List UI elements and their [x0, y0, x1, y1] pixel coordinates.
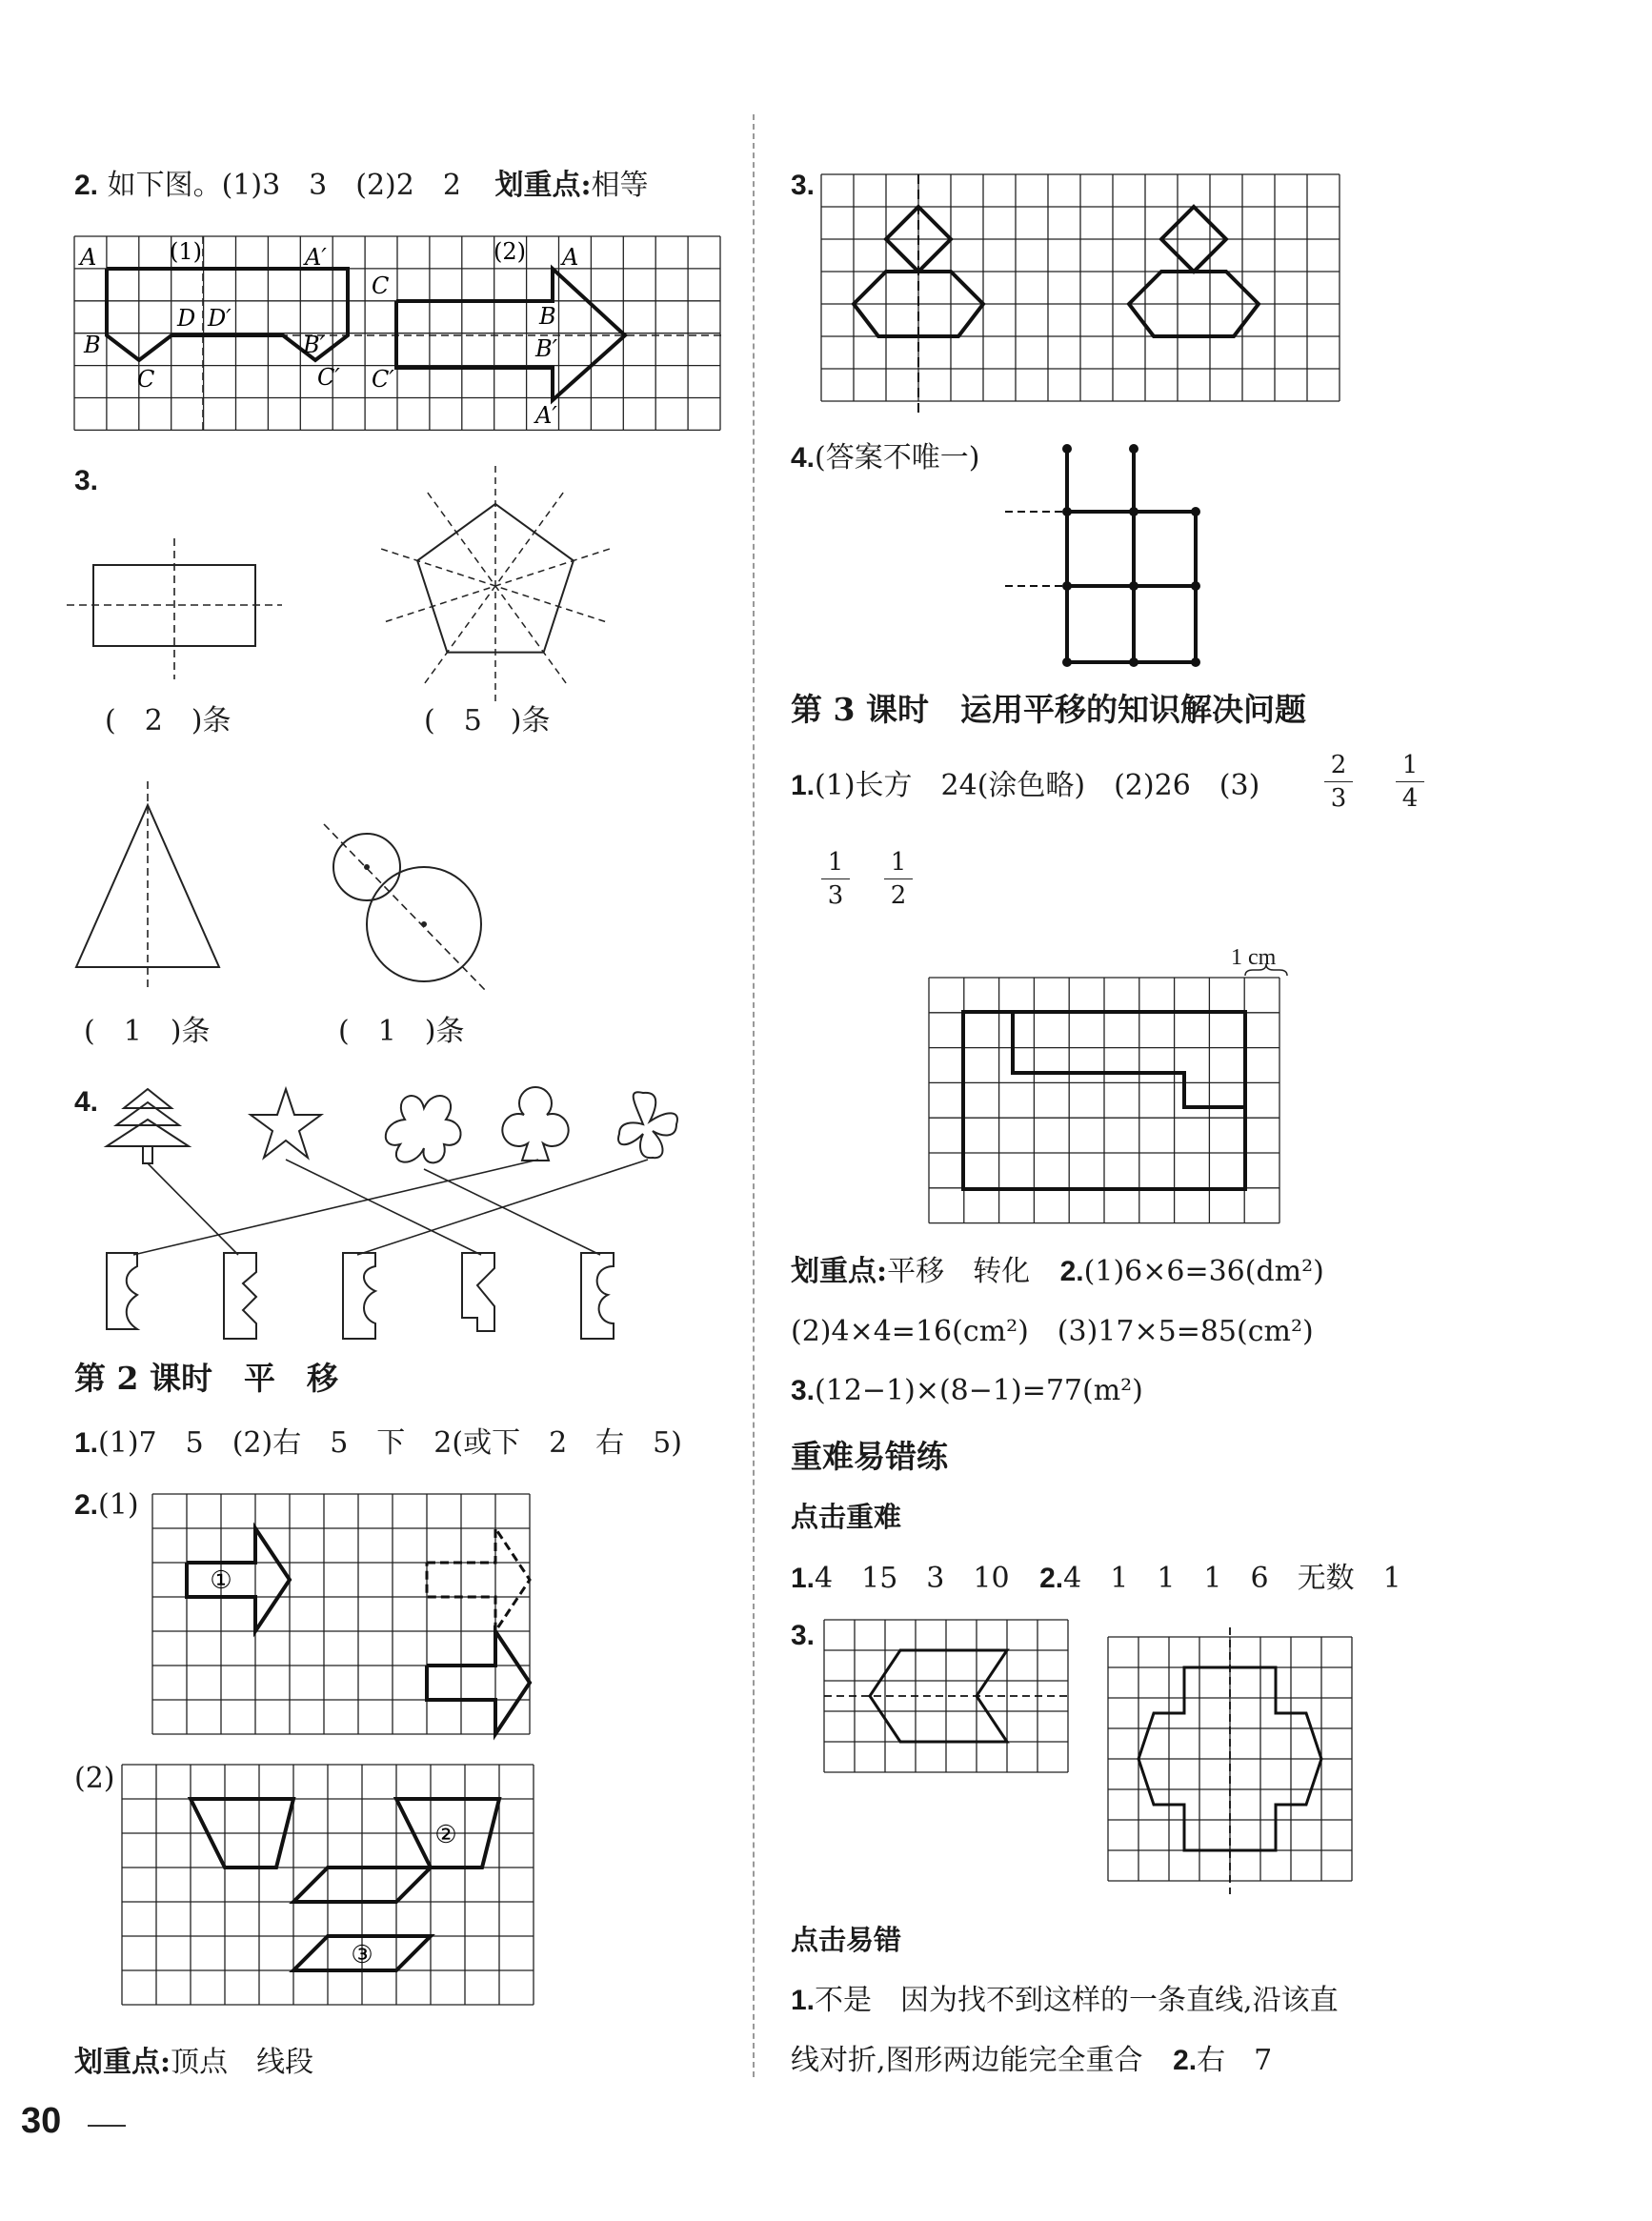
yc-1-text-2: 线对折,图形两边能完全重合	[791, 2044, 1143, 2077]
frac-2-bar	[1396, 781, 1424, 782]
q2-label-two: (2)	[494, 238, 526, 265]
l3q1-line	[791, 769, 1260, 802]
q3-answer-4: ( 1 )条	[338, 1015, 465, 1048]
zn3-grid-1-figure	[824, 1620, 1068, 1772]
zn-3-number: 3.	[791, 1620, 816, 1651]
zn-2-number: 2.	[1039, 1563, 1064, 1594]
q2-label-a1-2: A′	[535, 402, 557, 429]
q2-label-b1: B′	[303, 332, 326, 358]
frac-2	[1396, 753, 1424, 811]
lesson-2-q1	[74, 1426, 682, 1460]
zn-2-text: 4 1 1 1 6 无数 1	[1063, 1562, 1401, 1595]
yc-line-2	[791, 2044, 1273, 2077]
q3-triangle-figure	[71, 781, 224, 991]
q2-label-a-2: A	[562, 244, 579, 271]
r4-solid-lines	[1067, 449, 1196, 662]
q3-circles-figure	[314, 819, 495, 996]
l2q2-part1: (1)	[98, 1488, 139, 1522]
frac-1-den: 3	[1330, 784, 1347, 813]
l2q1-number: 1.	[74, 1427, 99, 1459]
r-line-3	[791, 1374, 1143, 1407]
q2-label-one: (1)	[170, 238, 202, 265]
l2q2-circle-2: ②	[434, 1821, 457, 1849]
right-q4-text: (答案不唯一)	[815, 441, 980, 474]
left-q3-number: 3.	[74, 465, 99, 496]
left-bottom-key-label: 划重点:	[74, 2046, 171, 2079]
left-q2-line	[74, 169, 649, 202]
frac-4-num: 1	[890, 848, 907, 877]
l2q2-grid-2-figure	[122, 1765, 534, 2005]
lesson-2-title: 第 2 课时 平 移	[74, 1360, 338, 1397]
page-number: 30	[21, 2101, 62, 2141]
r4-dots	[1062, 444, 1200, 667]
yc-1-text-1: 不是 因为找不到这样的一条直线,沿该直	[815, 1984, 1339, 2017]
q4-tree-shape	[107, 1089, 189, 1163]
right-q4-line	[791, 441, 980, 474]
left-q2-number: 2.	[74, 170, 99, 201]
q2-label-d1: D′	[208, 305, 232, 332]
r-key-value: 平移 转化	[887, 1255, 1031, 1288]
q4-cards	[107, 1253, 614, 1339]
q2-label-c1: C′	[317, 364, 340, 391]
q2-label-a: A	[80, 244, 97, 271]
q3-rectangle-figure	[67, 538, 286, 681]
l3q1-grid-figure	[929, 978, 1279, 1233]
subsection-yicuo: 点击易错	[791, 1924, 902, 1956]
frac-2-num: 1	[1401, 751, 1419, 779]
l2q2-label	[74, 1488, 139, 1522]
left-bottom-key	[74, 2046, 314, 2079]
r-line-2: (2)4×4=16(cm²) (3)17×5=85(cm²)	[791, 1315, 1314, 1348]
unit-label: 1 cm	[1231, 945, 1277, 970]
right-q4-figure	[1005, 443, 1210, 672]
left-q2-grid-figure	[74, 236, 724, 430]
q2-label-b1-2: B′	[535, 335, 558, 362]
r4-dashed-lines	[1005, 449, 1067, 586]
q2-label-b-2: B	[539, 303, 556, 330]
q3-answer-1: ( 2 )条	[105, 704, 232, 737]
l2q2-arrow-2	[427, 1631, 530, 1734]
frac-4-bar	[884, 878, 913, 879]
left-q2-text: 如下图。(1)3 3 (2)2 2	[107, 169, 461, 202]
q3-pentagon-figure	[372, 472, 619, 705]
r-key-label: 划重点:	[791, 1255, 888, 1288]
l2q2-circle-3: ③	[351, 1941, 373, 1969]
q3-answer-2: ( 5 )条	[424, 704, 551, 737]
frac-3-num: 1	[827, 848, 844, 877]
q3-small-center	[364, 864, 370, 870]
yc-line-1	[791, 1984, 1339, 2017]
q2-label-d: D	[177, 305, 196, 332]
l2q2-number: 2.	[74, 1489, 99, 1521]
q4-star-shape	[251, 1089, 321, 1158]
yc-2-number: 2.	[1173, 2045, 1198, 2076]
l3q1-text: (1)长方 24(涂色略) (2)26 (3)	[815, 769, 1260, 802]
l2q2-arrow-1	[187, 1528, 290, 1631]
l2q2-arrow-dashed	[427, 1528, 530, 1631]
frac-1-bar	[1324, 781, 1353, 782]
right-q4-number: 4.	[791, 442, 816, 474]
column-divider	[753, 114, 755, 2077]
frac-4	[884, 850, 913, 908]
yc-2-text: 右 7	[1197, 2044, 1273, 2077]
frac-1-num: 2	[1330, 751, 1347, 779]
q4-club-shape	[502, 1087, 568, 1161]
q2-label-c1-2: C′	[372, 366, 394, 393]
r-line-3-text: (12−1)×(8−1)=77(m²)	[815, 1374, 1143, 1407]
l2q1-text: (1)7 5 (2)右 5 下 2(或下 2 右 5)	[98, 1426, 682, 1460]
frac-3	[821, 850, 850, 908]
frac-3-bar	[821, 878, 850, 879]
left-q4-number: 4.	[74, 1086, 99, 1118]
zn3-grid-2-figure	[1108, 1637, 1352, 1881]
q3-answer-3: ( 1 )条	[84, 1015, 211, 1048]
q3-large-center	[421, 921, 427, 927]
lesson-3-title: 第 3 课时 运用平移的知识解决问题	[791, 691, 1306, 728]
frac-4-den: 2	[890, 881, 907, 910]
q4-flower-shape	[386, 1096, 461, 1162]
q3-circles-axis	[324, 824, 486, 991]
q4-pinwheel-shape	[618, 1092, 677, 1158]
l2q2-grid-1-figure	[152, 1494, 534, 1734]
frac-3-den: 3	[827, 881, 844, 910]
left-bottom-key-value: 顶点 线段	[171, 2046, 314, 2079]
r-q2-number: 2.	[1059, 1256, 1084, 1287]
r-line-3-number: 3.	[791, 1375, 816, 1406]
page-number-rule	[88, 2125, 126, 2127]
q4-matching-figure	[105, 1081, 686, 1329]
zn-1-text: 4 15 3 10	[815, 1562, 1010, 1595]
left-q2-key-label: 划重点:	[494, 169, 592, 202]
r-key-line	[791, 1255, 1324, 1288]
q4-connector-lines	[133, 1160, 648, 1255]
q2-label-b: B	[84, 332, 101, 358]
l2q2-circle-1: ①	[210, 1566, 232, 1595]
r-q2-text: (1)6×6=36(dm²)	[1083, 1255, 1324, 1288]
section-title: 重难易错练	[791, 1438, 948, 1475]
l3q1-number: 1.	[791, 770, 816, 801]
frac-2-den: 4	[1401, 784, 1419, 813]
l2q2-part2: (2)	[74, 1762, 115, 1795]
left-q2-key-value: 相等	[591, 169, 649, 202]
frac-1	[1324, 753, 1353, 811]
subsection-zhongnan: 点击重难	[791, 1501, 902, 1533]
zn-line	[791, 1562, 1401, 1595]
yc-1-number: 1.	[791, 1985, 816, 2016]
q2-label-c-2: C	[372, 273, 390, 299]
zn-1-number: 1.	[791, 1563, 816, 1594]
q2-label-c: C	[137, 366, 155, 393]
right-q3-grid-figure	[821, 174, 1340, 414]
right-q3-number: 3.	[791, 170, 816, 201]
q2-label-a1: A′	[305, 244, 327, 271]
